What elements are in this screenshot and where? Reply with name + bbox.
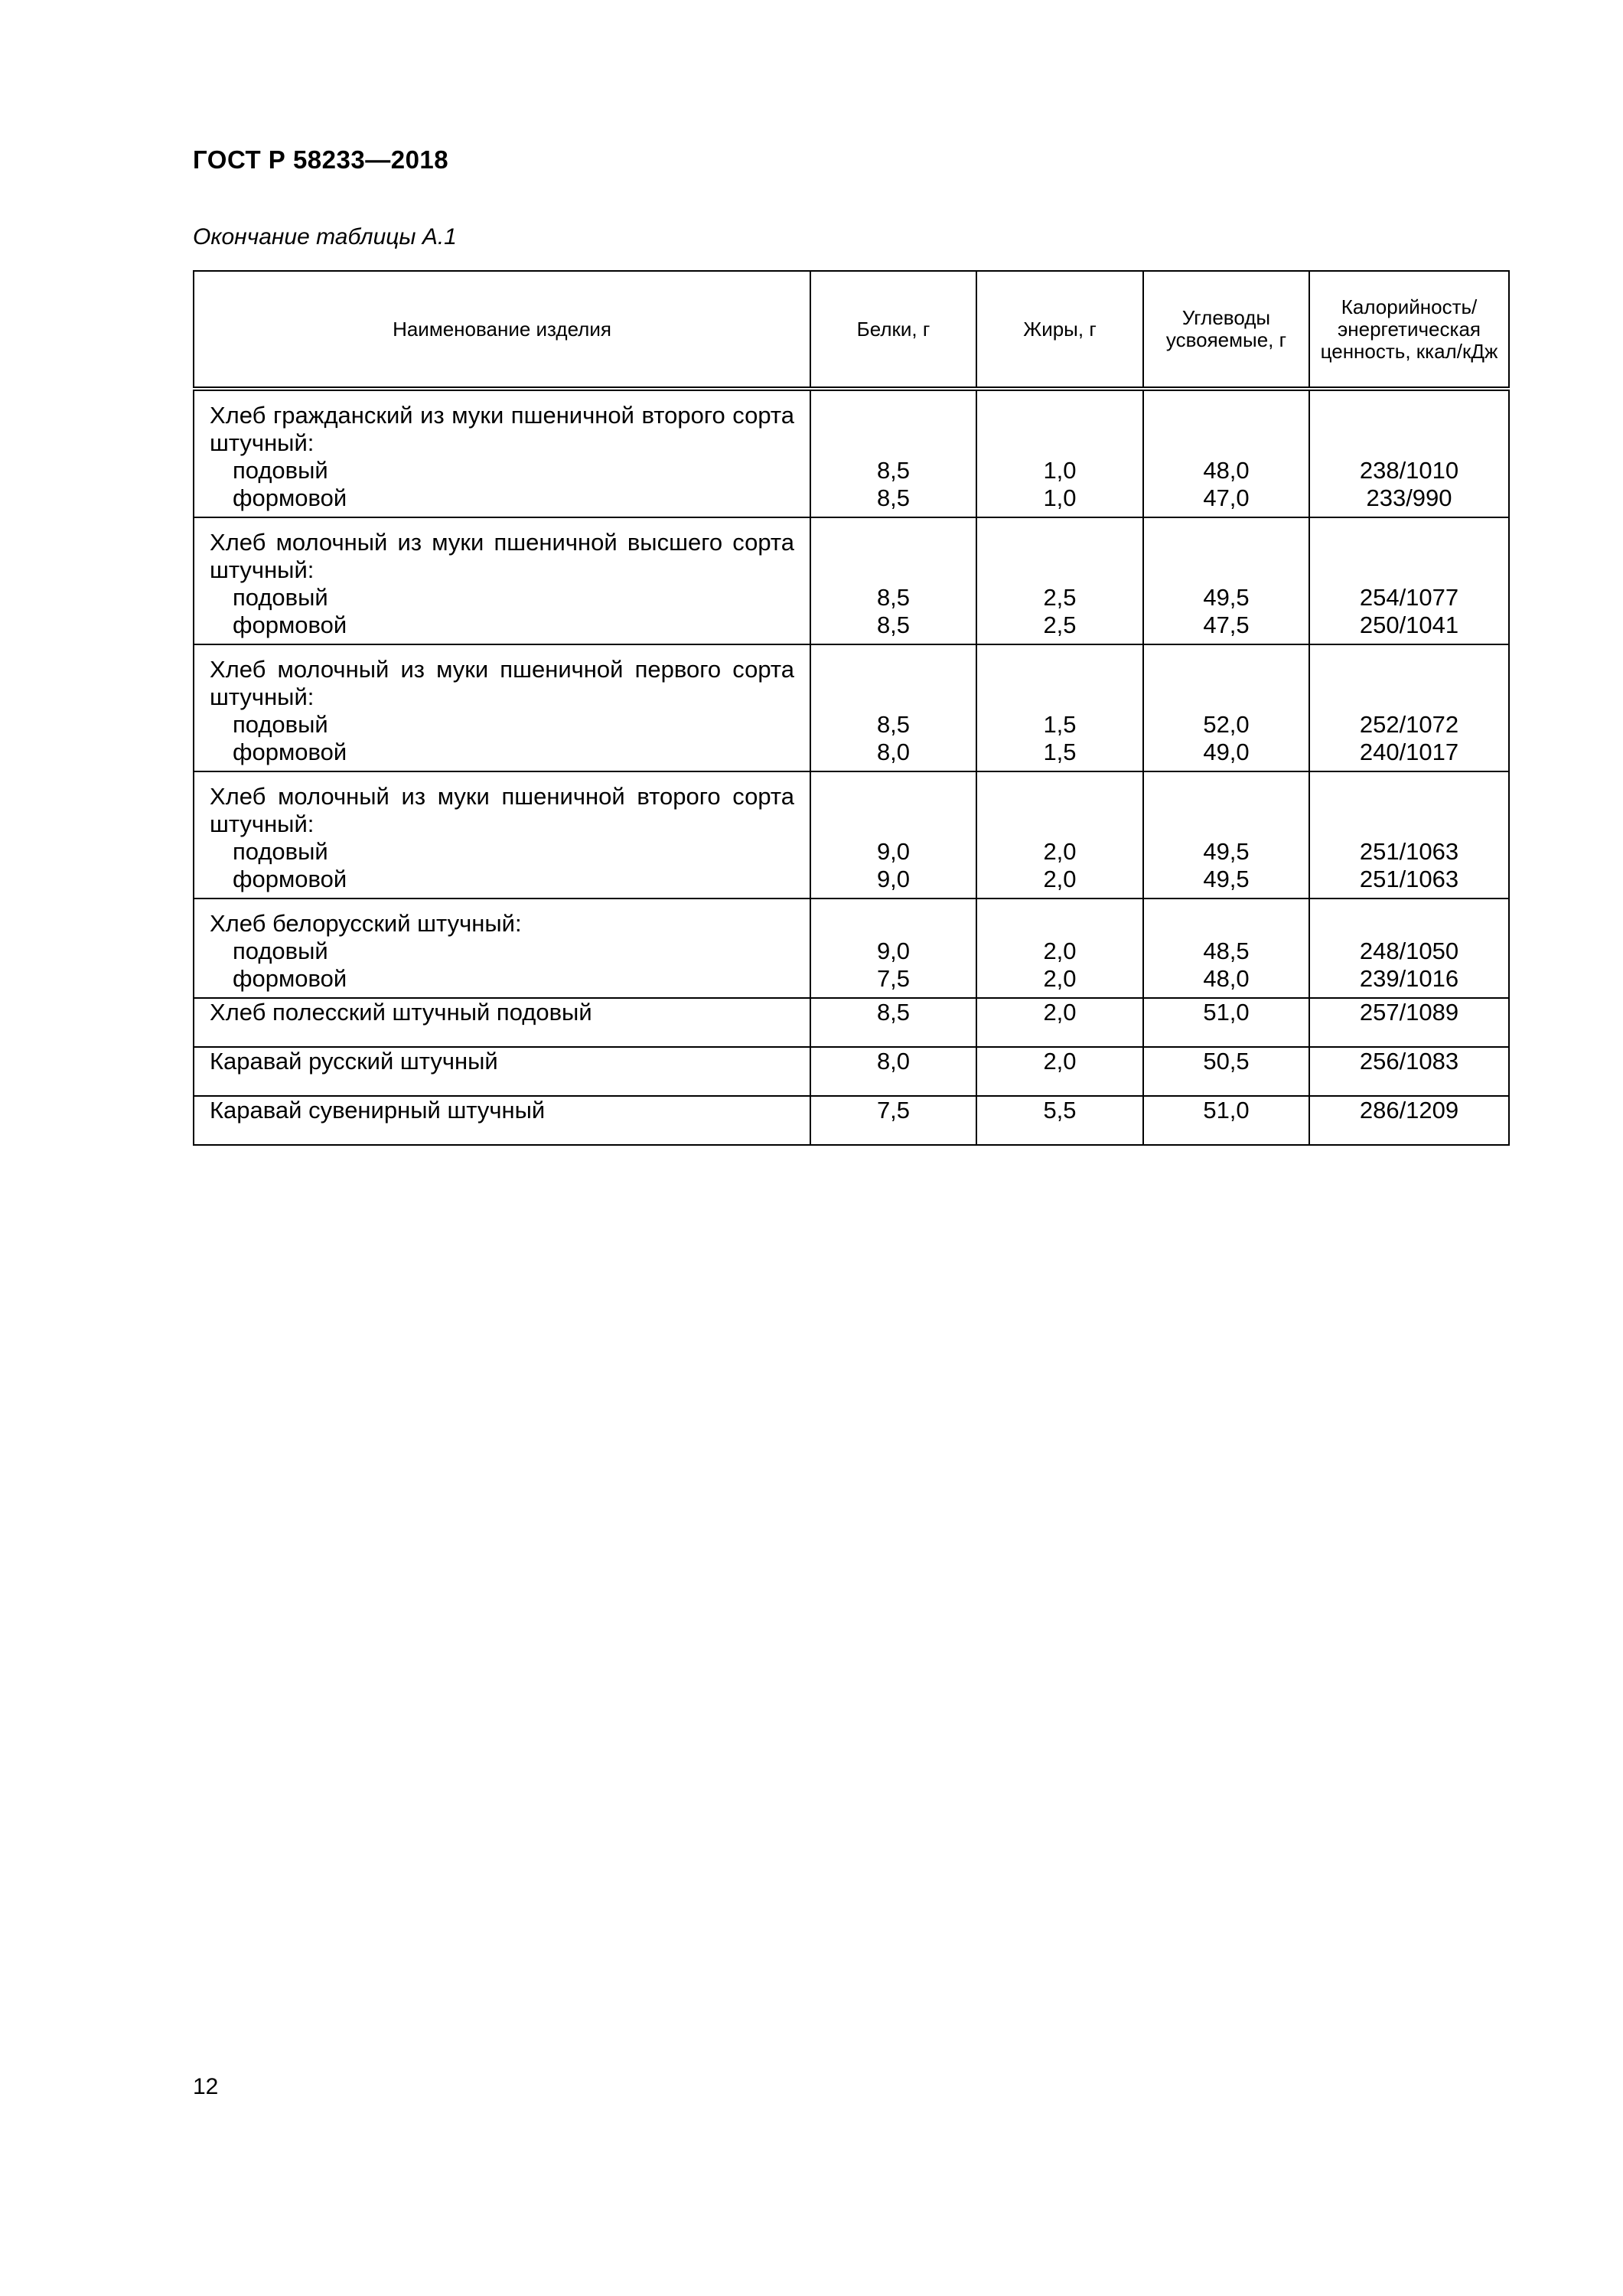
table-row [194, 517, 1509, 644]
value-cell-protein: 8,0 [810, 1047, 976, 1096]
product-variant-name: формовой [233, 965, 347, 992]
table-row [194, 998, 1509, 1047]
value-cell-fat: 5,5 [976, 1096, 1143, 1145]
value-fat: 2,5 [1043, 584, 1077, 611]
value-fat: 1,5 [1043, 739, 1077, 765]
value-carbs: 47,0 [1203, 484, 1250, 511]
value-cell-protein [810, 517, 976, 644]
product-variant-name: формовой [233, 484, 347, 511]
value-cell-protein [810, 899, 976, 998]
value-protein: 8,5 [876, 584, 911, 611]
value-fat: 2,0 [1043, 965, 1077, 992]
product-name-cell [194, 517, 810, 644]
value-energy: 251/1063 [1359, 866, 1459, 892]
column-header-energy: Калорийность/ энергетическая ценность, ккал/кДж [1309, 271, 1509, 389]
product-group-title: Хлеб гражданский из муки пшеничной второго сорта штучный: [210, 402, 794, 456]
column-header-fat: Жиры, г [976, 271, 1143, 389]
value-cell-carbs: 50,5 [1143, 1047, 1309, 1096]
product-variant-name: подовый [233, 457, 328, 484]
value-fat: 2,0 [1043, 866, 1077, 892]
table-caption: Окончание таблицы А.1 [193, 224, 457, 249]
value-energy: 248/1050 [1359, 938, 1459, 964]
value-cell-energy [1309, 644, 1509, 771]
value-energy: 240/1017 [1359, 739, 1459, 765]
value-protein: 7,5 [876, 965, 911, 992]
value-cell-fat [976, 899, 1143, 998]
value-cell-fat [976, 771, 1143, 899]
table-body [194, 389, 1509, 1145]
product-name-cell: Каравай сувенирный штучный [194, 1096, 810, 1145]
value-carbs: 52,0 [1203, 711, 1250, 738]
column-header-carbs: Углеводы усвояемые, г [1143, 271, 1309, 389]
column-header-name: Наименование изделия [194, 271, 810, 389]
value-cell-energy [1309, 899, 1509, 998]
table-row [194, 1096, 1509, 1145]
product-name-cell [194, 389, 810, 517]
value-energy: 250/1041 [1359, 612, 1459, 638]
value-fat: 1,0 [1043, 484, 1077, 511]
product-group-title: Хлеб молочный из муки пшеничной высшего сорта штучный: [210, 529, 794, 583]
value-carbs: 49,5 [1203, 866, 1250, 892]
page-number: 12 [193, 2074, 219, 2099]
product-group-title: Хлеб молочный из муки пшеничной первого сорта штучный: [210, 656, 794, 710]
table-header-row [194, 271, 1509, 389]
value-energy: 239/1016 [1359, 965, 1459, 992]
product-group-title: Хлеб белорусский штучный: [210, 910, 522, 937]
product-name-cell [194, 899, 810, 998]
value-cell-protein [810, 644, 976, 771]
value-carbs: 48,0 [1203, 457, 1250, 484]
value-protein: 8,5 [876, 457, 911, 484]
value-cell-carbs: 51,0 [1143, 998, 1309, 1047]
value-cell-protein [810, 389, 976, 517]
value-cell-fat [976, 517, 1143, 644]
value-cell-fat [976, 389, 1143, 517]
product-variant-name: подовый [233, 584, 328, 611]
value-energy: 233/990 [1366, 484, 1452, 511]
product-name-cell [194, 644, 810, 771]
value-carbs: 49,0 [1203, 739, 1250, 765]
table-row [194, 644, 1509, 771]
value-protein: 9,0 [876, 838, 911, 865]
product-variant-name: подовый [233, 838, 328, 865]
value-cell-energy [1309, 771, 1509, 899]
product-variant-name: подовый [233, 711, 328, 738]
value-energy: 238/1010 [1359, 457, 1459, 484]
value-carbs: 48,0 [1203, 965, 1250, 992]
value-cell-carbs [1143, 771, 1309, 899]
value-energy: 252/1072 [1359, 711, 1459, 738]
value-carbs: 48,5 [1203, 938, 1250, 964]
product-name-cell: Каравай русский штучный [194, 1047, 810, 1096]
value-protein: 8,0 [876, 739, 911, 765]
value-cell-carbs [1143, 517, 1309, 644]
value-fat: 2,0 [1043, 938, 1077, 964]
product-variant-name: формовой [233, 612, 347, 638]
product-group-title: Хлеб молочный из муки пшеничной второго сорта штучный: [210, 783, 794, 837]
value-carbs: 47,5 [1203, 612, 1250, 638]
value-cell-protein [810, 771, 976, 899]
value-energy: 254/1077 [1359, 584, 1459, 611]
product-name-cell: Хлеб полесский штучный подовый [194, 998, 810, 1047]
value-protein: 8,5 [876, 484, 911, 511]
value-cell-carbs [1143, 899, 1309, 998]
nutrition-table [193, 270, 1510, 1146]
value-fat: 2,0 [1043, 838, 1077, 865]
product-variant-name: формовой [233, 866, 347, 892]
value-protein: 8,5 [876, 612, 911, 638]
value-cell-fat: 2,0 [976, 998, 1143, 1047]
value-protein: 9,0 [876, 866, 911, 892]
product-name-cell [194, 771, 810, 899]
value-cell-carbs [1143, 644, 1309, 771]
table-row [194, 1047, 1509, 1096]
value-cell-energy: 256/1083 [1309, 1047, 1509, 1096]
value-cell-energy [1309, 517, 1509, 644]
value-energy: 251/1063 [1359, 838, 1459, 865]
table-row [194, 771, 1509, 899]
value-cell-energy: 257/1089 [1309, 998, 1509, 1047]
value-cell-carbs: 51,0 [1143, 1096, 1309, 1145]
value-cell-energy: 286/1209 [1309, 1096, 1509, 1145]
value-carbs: 49,5 [1203, 584, 1250, 611]
value-protein: 8,5 [876, 711, 911, 738]
column-header-protein: Белки, г [810, 271, 976, 389]
table-row [194, 389, 1509, 517]
value-fat: 1,0 [1043, 457, 1077, 484]
value-cell-carbs [1143, 389, 1309, 517]
value-cell-energy [1309, 389, 1509, 517]
value-carbs: 49,5 [1203, 838, 1250, 865]
document-header: ГОСТ Р 58233—2018 [193, 145, 449, 174]
product-variant-name: подовый [233, 938, 328, 964]
value-cell-protein: 7,5 [810, 1096, 976, 1145]
value-cell-fat: 2,0 [976, 1047, 1143, 1096]
table-row [194, 899, 1509, 998]
product-variant-name: формовой [233, 739, 347, 765]
value-fat: 2,5 [1043, 612, 1077, 638]
value-cell-fat [976, 644, 1143, 771]
value-protein: 9,0 [876, 938, 911, 964]
value-fat: 1,5 [1043, 711, 1077, 738]
value-cell-protein: 8,5 [810, 998, 976, 1047]
